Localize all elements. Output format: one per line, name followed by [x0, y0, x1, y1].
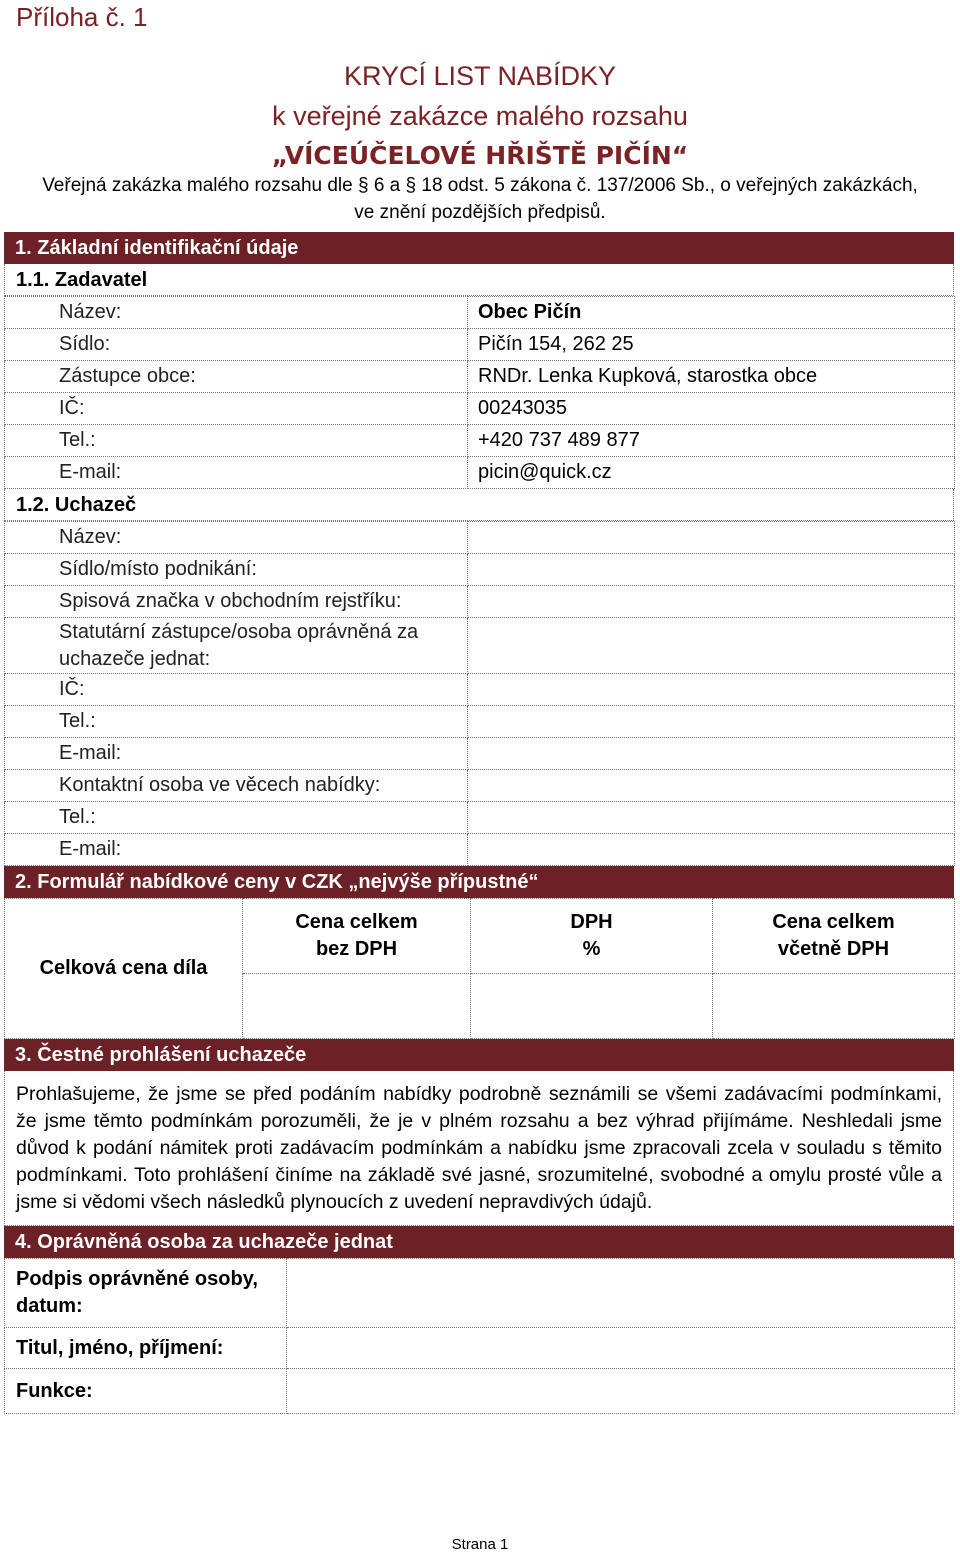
- title-block: [0, 56, 960, 176]
- appendix-label: Příloha č. 1: [16, 2, 148, 32]
- zadavatel-seat-value: Pičín 154, 262 25: [468, 329, 955, 361]
- uchazec-contact-email-field[interactable]: [468, 834, 955, 866]
- zadavatel-table: [4, 296, 955, 489]
- name-row: [5, 1328, 955, 1369]
- price-without-vat-header: [243, 899, 471, 974]
- uchazec-seat-field[interactable]: [468, 554, 955, 586]
- zadavatel-ic-value: 00243035: [468, 393, 955, 425]
- function-label: Funkce:: [5, 1369, 287, 1414]
- section-4-header: 4. Oprávněná osoba za uchazeče jednat: [4, 1226, 954, 1258]
- bid-cover-form: [4, 232, 954, 1414]
- uchazec-registry-field[interactable]: [468, 586, 955, 618]
- section-1-header: 1. Základní identifikační údaje: [4, 232, 954, 264]
- uchazec-table: [4, 521, 955, 866]
- uchazec-row-contact-email: [5, 834, 955, 866]
- section-3-header: 3. Čestné prohlášení uchazeče: [4, 1039, 954, 1071]
- vat-field[interactable]: [471, 974, 713, 1039]
- vat-header: [471, 899, 713, 974]
- signature-row: [5, 1259, 955, 1328]
- price-without-vat-line-1: Cena celkem: [295, 911, 418, 933]
- total-price-label: Celková cena díla: [5, 899, 243, 1039]
- uchazec-heading: 1.2. Uchazeč: [4, 489, 954, 521]
- uchazec-row-statutory: [5, 618, 955, 674]
- uchazec-row-contact: [5, 770, 955, 802]
- uchazec-registry-label: Spisová značka v obchodním rejstříku:: [5, 586, 468, 618]
- signature-table: [4, 1258, 955, 1414]
- signature-field[interactable]: [287, 1259, 955, 1328]
- uchazec-statutory-label: Statutární zástupce/osoba oprávněná za uchazeče jednat:: [5, 618, 468, 674]
- function-field[interactable]: [287, 1369, 955, 1414]
- zadavatel-seat-label: Sídlo:: [5, 329, 468, 361]
- uchazec-phone-field[interactable]: [468, 706, 955, 738]
- function-row: [5, 1369, 955, 1414]
- uchazec-row-contact-phone: [5, 802, 955, 834]
- uchazec-statutory-field[interactable]: [468, 618, 955, 674]
- uchazec-row-seat: [5, 554, 955, 586]
- zadavatel-email-label: E-mail:: [5, 457, 468, 489]
- zadavatel-name-value: Obec Pičín: [468, 297, 955, 329]
- uchazec-name-field[interactable]: [468, 522, 955, 554]
- uchazec-contact-label: Kontaktní osoba ve věcech nabídky:: [5, 770, 468, 802]
- document-title: KRYCÍ LIST NABÍDKY: [343, 61, 617, 91]
- legal-basis-line-1: Veřejná zakázka malého rozsahu dle § 6 a § 18 odst. 5 zákona č. 137/2006 Sb., o veřejných zakázkách,: [42, 175, 918, 196]
- zadavatel-name-label: Název:: [5, 297, 468, 329]
- zadavatel-row-seat: [5, 329, 955, 361]
- uchazec-email-field[interactable]: [468, 738, 955, 770]
- legal-basis-line-2: ve znění pozdějších předpisů.: [354, 202, 606, 223]
- declaration-text: Prohlašujeme, že jsme se před podáním nabídky podrobně seznámili se všemi zadávacími podmínkami, že jsme těmto podmínkám porozuměli, že je v plném rozsahu a bez výhrad přijímáme. Neshledali jsme důvod k podání námitek proti zadávacím podmínkám a nabídku jsme zpracovali zcela v souladu s těmito podmínkami. Toto prohlášení činíme na základě své jasné, srozumitelné, svobodné a omylu prosté vůle a jsme si vědomi všech následků plynoucích z uvedení nepravdivých údajů.: [4, 1071, 954, 1226]
- uchazec-contact-phone-label: Tel.:: [5, 802, 468, 834]
- price-table: [4, 898, 955, 1039]
- signature-label: Podpis oprávněné osoby, datum:: [5, 1259, 287, 1328]
- zadavatel-phone-value: +420 737 489 877: [468, 425, 955, 457]
- zadavatel-row-ic: [5, 393, 955, 425]
- uchazec-seat-label: Sídlo/místo podnikání:: [5, 554, 468, 586]
- price-with-vat-line-2: včetně DPH: [777, 938, 890, 960]
- document-subtitle: k veřejné zakázce malého rozsahu: [272, 101, 688, 131]
- zadavatel-heading: 1.1. Zadavatel: [4, 264, 954, 296]
- vat-line-1: DPH: [570, 911, 613, 933]
- zadavatel-row-email: [5, 457, 955, 489]
- section-2-header: 2. Formulář nabídkové ceny v CZK „nejvýše přípustné“: [4, 866, 954, 898]
- price-with-vat-line-1: Cena celkem: [772, 911, 895, 933]
- price-without-vat-field[interactable]: [243, 974, 471, 1039]
- page-number: Strana 1: [451, 1536, 509, 1553]
- zadavatel-email-value: picin@quick.cz: [468, 457, 955, 489]
- legal-basis: [0, 172, 960, 226]
- zadavatel-row-name: [5, 297, 955, 329]
- price-header-row: [5, 899, 955, 974]
- uchazec-ic-field[interactable]: [468, 674, 955, 706]
- vat-line-2: %: [582, 938, 601, 960]
- uchazec-contact-field[interactable]: [468, 770, 955, 802]
- uchazec-name-label: Název:: [5, 522, 468, 554]
- uchazec-row-name: [5, 522, 955, 554]
- zadavatel-representative-label: Zástupce obce:: [5, 361, 468, 393]
- price-with-vat-field[interactable]: [713, 974, 955, 1039]
- price-with-vat-header: [713, 899, 955, 974]
- zadavatel-row-representative: [5, 361, 955, 393]
- uchazec-row-ic: [5, 674, 955, 706]
- project-name: „VÍCEÚČELOVÉ HŘIŠTĚ PIČÍN“: [271, 141, 689, 170]
- uchazec-contact-email-label: E-mail:: [5, 834, 468, 866]
- uchazec-row-email: [5, 738, 955, 770]
- uchazec-ic-label: IČ:: [5, 674, 468, 706]
- price-without-vat-line-2: bez DPH: [315, 938, 398, 960]
- zadavatel-representative-value: RNDr. Lenka Kupková, starostka obce: [468, 361, 955, 393]
- uchazec-phone-label: Tel.:: [5, 706, 468, 738]
- name-field[interactable]: [287, 1328, 955, 1369]
- zadavatel-phone-label: Tel.:: [5, 425, 468, 457]
- uchazec-email-label: E-mail:: [5, 738, 468, 770]
- uchazec-contact-phone-field[interactable]: [468, 802, 955, 834]
- uchazec-row-phone: [5, 706, 955, 738]
- zadavatel-row-phone: [5, 425, 955, 457]
- name-label: Titul, jméno, příjmení:: [5, 1328, 287, 1369]
- uchazec-row-registry: [5, 586, 955, 618]
- zadavatel-ic-label: IČ:: [5, 393, 468, 425]
